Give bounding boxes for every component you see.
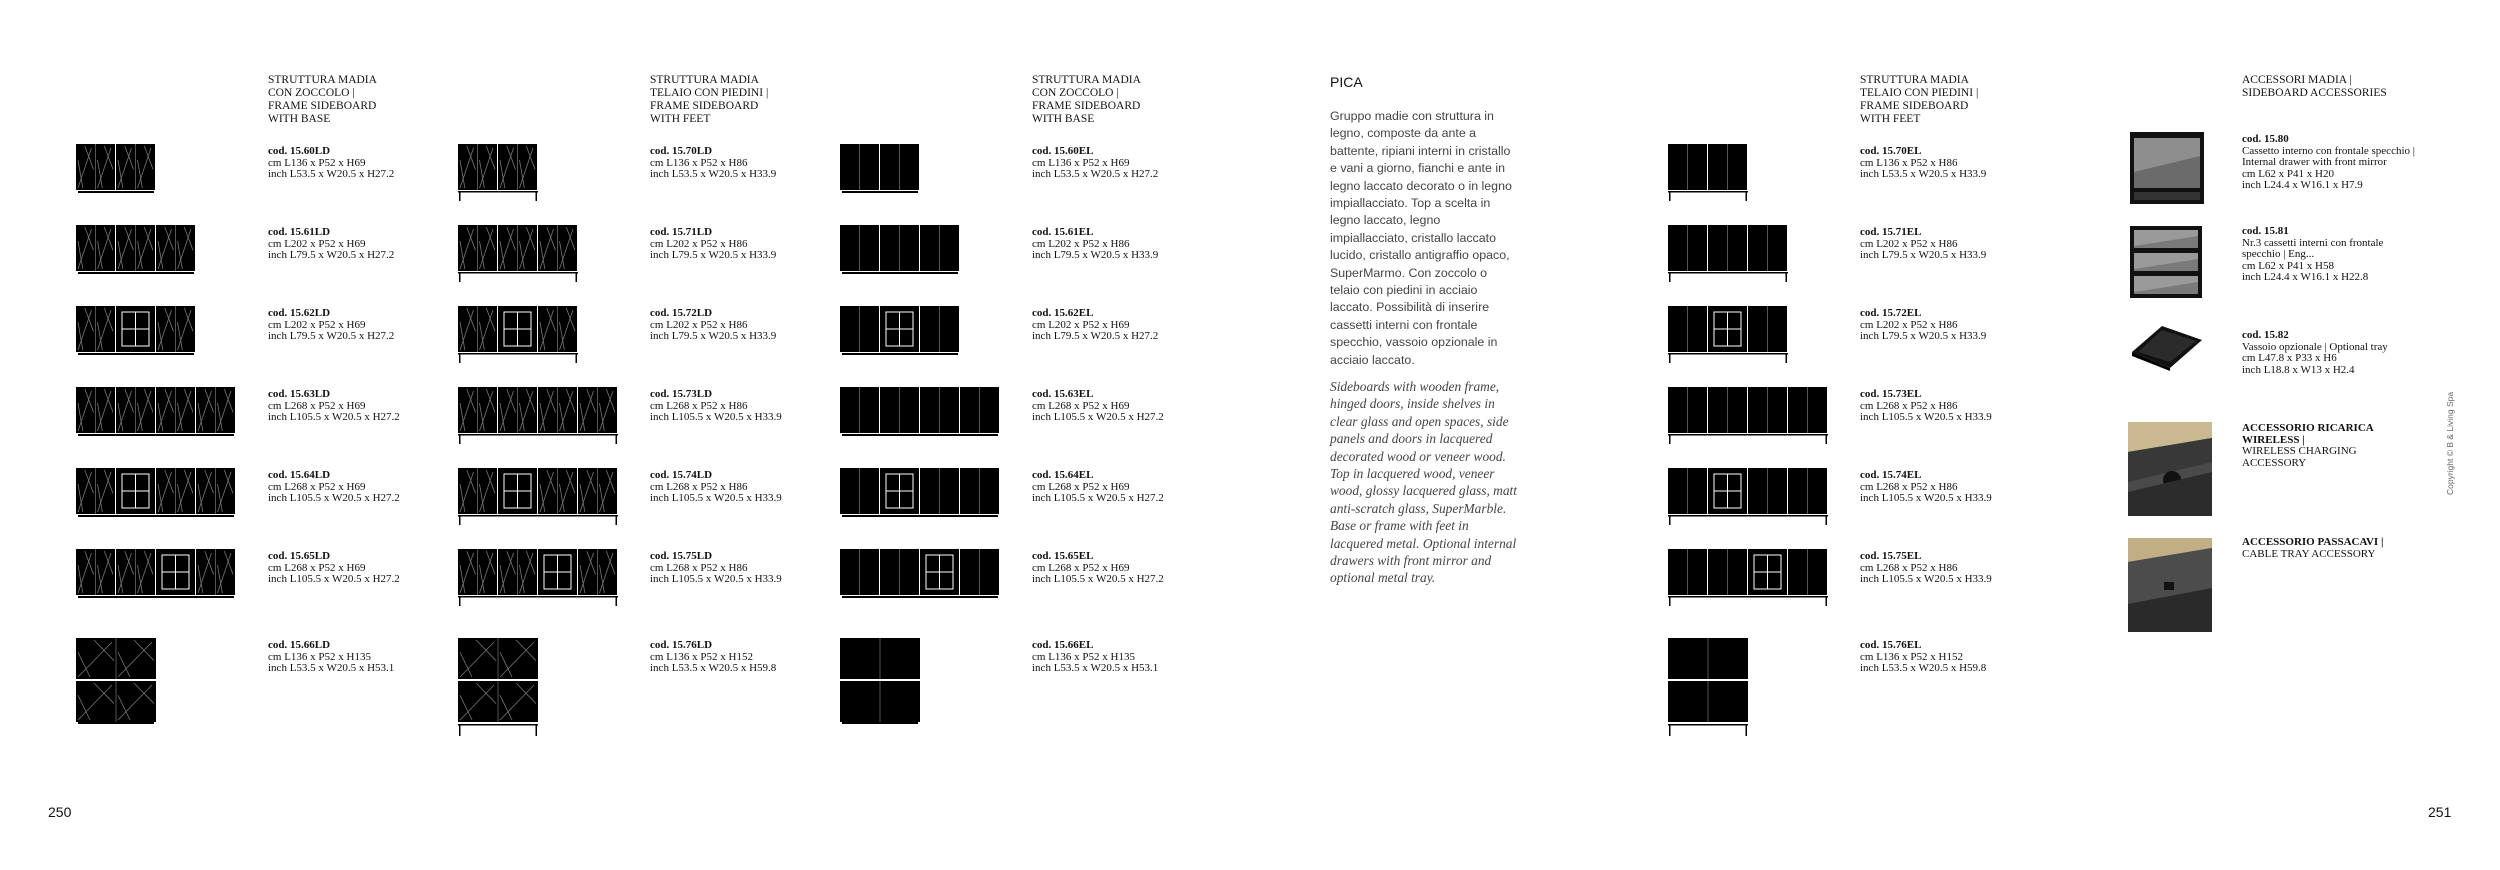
sideboard-drawing-15-60EL	[840, 144, 920, 194]
cable-tray-image	[2128, 538, 2212, 632]
product-item: cod. 15.71LD cm L202 x P52 x H86 inch L79.5 x W20.5 x H33.9	[650, 226, 777, 261]
sideboard-drawing-15-66LD	[76, 638, 156, 724]
sideboard-drawing-15-74LD	[458, 468, 618, 526]
accessory-item: cod. 15.81 Nr.3 cassetti interni con frontale specchio | Eng... cm L62 x P41 x H58 inch L24.4 x W16.1 x H22.8	[2242, 225, 2384, 283]
col4-header: STRUTTURA MADIA TELAIO CON PIEDINI | FRAME SIDEBOARD WITH FEET	[1860, 74, 1979, 125]
product-item: cod. 15.75LD cm L268 x P52 x H86 inch L105.5 x W20.5 x H33.9	[650, 550, 782, 585]
product-item: cod. 15.64EL cm L268 x P52 x H69 inch L105.5 x W20.5 x H27.2	[1032, 469, 1164, 504]
sideboard-drawing-15-66EL	[840, 638, 920, 724]
col3-header: STRUTTURA MADIA CON ZOCCOLO | FRAME SIDEBOARD WITH BASE	[1032, 74, 1141, 125]
product-item: cod. 15.70EL cm L136 x P52 x H86 inch L53.5 x W20.5 x H33.9	[1860, 145, 1987, 180]
sideboard-drawing-15-73LD	[458, 387, 618, 445]
product-item: cod. 15.63LD cm L268 x P52 x H69 inch L105.5 x W20.5 x H27.2	[268, 388, 400, 423]
product-item: cod. 15.62EL cm L202 x P52 x H69 inch L79.5 x W20.5 x H27.2	[1032, 307, 1159, 342]
sideboard-drawing-15-74EL	[1668, 468, 1828, 526]
three-drawers-image	[2130, 226, 2202, 298]
sideboard-drawing-15-70LD	[458, 144, 538, 202]
product-item: cod. 15.66EL cm L136 x P52 x H135 inch L53.5 x W20.5 x H53.1	[1032, 639, 1159, 674]
sideboard-drawing-15-75EL	[1668, 549, 1828, 607]
product-item: cod. 15.72EL cm L202 x P52 x H86 inch L79.5 x W20.5 x H33.9	[1860, 307, 1987, 342]
sideboard-drawing-15-65LD	[76, 549, 236, 599]
sideboard-drawing-15-62EL	[840, 306, 960, 356]
pica-description-italian: Gruppo madie con struttura in legno, composte da ante a battente, ripiani interni in cristallo e vani a giorno, fianchi e ante in legno laccato decorato o in legno impiallacciato. Top a scelta in legno laccato, legno impiallacciato, cristallo laccato lucido, cristallo antigraffio opaco, SuperMarmo. Con zoccolo o telaio con piedini in acciaio laccato. Possibilità di inserire cassetti interni con frontale specchio, vassoio opzionale in acciaio laccato.	[1330, 109, 1512, 367]
product-item: cod. 15.76EL cm L136 x P52 x H152 inch L53.5 x W20.5 x H59.8	[1860, 639, 1987, 674]
wireless-charging-image	[2128, 422, 2212, 516]
product-item: cod. 15.65EL cm L268 x P52 x H69 inch L105.5 x W20.5 x H27.2	[1032, 550, 1164, 585]
accessories-header: ACCESSORI MADIA | SIDEBOARD ACCESSORIES	[2242, 74, 2387, 99]
product-item: cod. 15.74EL cm L268 x P52 x H86 inch L105.5 x W20.5 x H33.9	[1860, 469, 1992, 504]
product-item: cod. 15.71EL cm L202 x P52 x H86 inch L79.5 x W20.5 x H33.9	[1860, 226, 1987, 261]
sideboard-drawing-15-65EL	[840, 549, 1000, 599]
accessory-item: ACCESSORIO RICARICA WIRELESS | WIRELESS CHARGING ACCESSORY	[2242, 422, 2374, 469]
sideboard-drawing-15-60LD	[76, 144, 156, 194]
page-number-right: 251	[2428, 804, 2452, 820]
sideboard-drawing-15-71EL	[1668, 225, 1788, 283]
product-item: cod. 15.61LD cm L202 x P52 x H69 inch L79.5 x W20.5 x H27.2	[268, 226, 395, 261]
col1-header: STRUTTURA MADIA CON ZOCCOLO | FRAME SIDEBOARD WITH BASE	[268, 74, 377, 125]
page-number-left: 250	[48, 804, 72, 820]
tray-image	[2128, 322, 2204, 372]
product-item: cod. 15.60LD cm L136 x P52 x H69 inch L53.5 x W20.5 x H27.2	[268, 145, 395, 180]
accessory-item: ACCESSORIO PASSACAVI | CABLE TRAY ACCESSORY	[2242, 536, 2384, 560]
sideboard-drawing-15-72EL	[1668, 306, 1788, 364]
sideboard-drawing-15-61EL	[840, 225, 960, 275]
sideboard-drawing-15-61LD	[76, 225, 196, 275]
sideboard-drawing-15-70EL	[1668, 144, 1748, 202]
sideboard-drawing-15-71LD	[458, 225, 578, 283]
sideboard-drawing-15-72LD	[458, 306, 578, 364]
sideboard-drawing-15-64EL	[840, 468, 1000, 518]
pica-title: PICA	[1330, 74, 1363, 90]
pica-description-english: Sideboards with wooden frame, hinged doors, inside shelves in clear glass and open spaces, side panels and doors in lacquered decorated wood or veneer wood. Top in lacquered wood, veneer wood, glossy lacquered glass, matt anti-scratch glass, SuperMarble. Base or frame with feet in lacquered metal. Optional internal drawers with front mirror and optional metal tray.	[1330, 379, 1517, 586]
product-item: cod. 15.65LD cm L268 x P52 x H69 inch L105.5 x W20.5 x H27.2	[268, 550, 400, 585]
col2-header: STRUTTURA MADIA TELAIO CON PIEDINI | FRAME SIDEBOARD WITH FEET	[650, 74, 769, 125]
sideboard-drawing-15-63LD	[76, 387, 236, 437]
sideboard-drawing-15-73EL	[1668, 387, 1828, 445]
sideboard-drawing-15-76LD	[458, 638, 538, 738]
product-item: cod. 15.64LD cm L268 x P52 x H69 inch L105.5 x W20.5 x H27.2	[268, 469, 400, 504]
sideboard-drawing-15-76EL	[1668, 638, 1748, 738]
product-item: cod. 15.74LD cm L268 x P52 x H86 inch L105.5 x W20.5 x H33.9	[650, 469, 782, 504]
product-item: cod. 15.63EL cm L268 x P52 x H69 inch L105.5 x W20.5 x H27.2	[1032, 388, 1164, 423]
sideboard-drawing-15-75LD	[458, 549, 618, 607]
product-item: cod. 15.66LD cm L136 x P52 x H135 inch L53.5 x W20.5 x H53.1	[268, 639, 395, 674]
sideboard-drawing-15-64LD	[76, 468, 236, 518]
product-item: cod. 15.73EL cm L268 x P52 x H86 inch L105.5 x W20.5 x H33.9	[1860, 388, 1992, 423]
product-item: cod. 15.62LD cm L202 x P52 x H69 inch L79.5 x W20.5 x H27.2	[268, 307, 395, 342]
product-item: cod. 15.61EL cm L202 x P52 x H86 inch L79.5 x W20.5 x H33.9	[1032, 226, 1159, 261]
copyright: Copyright © B & Living Spa	[2445, 391, 2455, 495]
sideboard-drawing-15-62LD	[76, 306, 196, 356]
sideboard-drawing-15-63EL	[840, 387, 1000, 437]
product-item: cod. 15.72LD cm L202 x P52 x H86 inch L79.5 x W20.5 x H33.9	[650, 307, 777, 342]
product-item: cod. 15.60EL cm L136 x P52 x H69 inch L53.5 x W20.5 x H27.2	[1032, 145, 1159, 180]
product-item: cod. 15.75EL cm L268 x P52 x H86 inch L105.5 x W20.5 x H33.9	[1860, 550, 1992, 585]
product-item: cod. 15.70LD cm L136 x P52 x H86 inch L53.5 x W20.5 x H33.9	[650, 145, 777, 180]
accessory-item: cod. 15.82 Vassoio opzionale | Optional tray cm L47.8 x P33 x H6 inch L18.8 x W13 x H2.4	[2242, 329, 2388, 376]
product-item: cod. 15.76LD cm L136 x P52 x H152 inch L53.5 x W20.5 x H59.8	[650, 639, 777, 674]
accessory-item: cod. 15.80 Cassetto interno con frontale specchio | Internal drawer with front mirror cm L62 x P41 x H20 inch L24.4 x W16.1 x H7.9	[2242, 133, 2415, 191]
drawer-mirror-image	[2130, 132, 2204, 204]
product-item: cod. 15.73LD cm L268 x P52 x H86 inch L105.5 x W20.5 x H33.9	[650, 388, 782, 423]
